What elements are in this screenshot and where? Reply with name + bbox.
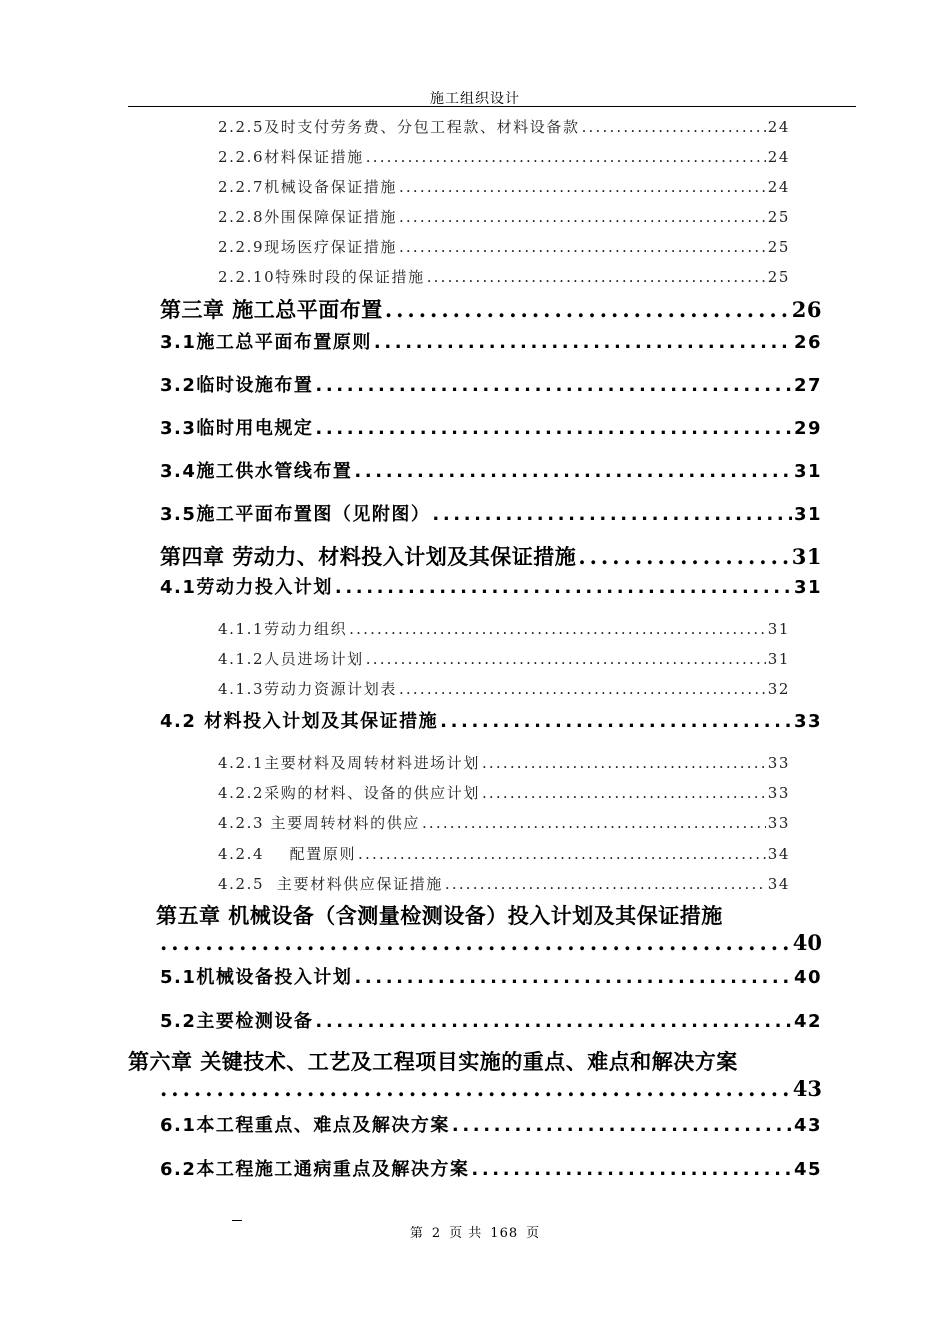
- toc-leader-dots: [471, 1159, 792, 1180]
- toc-section-text: 3.1施工总平面布置原则: [160, 332, 372, 353]
- toc-leader-dots: [385, 297, 790, 322]
- toc-entry-page: 24: [767, 148, 790, 166]
- toc-section-text: 4.2 材料投入计划及其保证措施: [160, 711, 439, 732]
- footer-prefix: 第: [409, 1226, 424, 1241]
- toc-entry-4-2-3[interactable]: [218, 812, 790, 833]
- toc-entry-text: 2.2.5及时支付劳务费、分包工程款、材料设备款: [218, 118, 580, 136]
- footer-suffix: 页: [526, 1226, 541, 1241]
- toc-entry-4-1-2[interactable]: [218, 648, 790, 669]
- page-footer: [0, 1222, 950, 1241]
- toc-chapter-5-continuation[interactable]: [160, 930, 822, 955]
- footer-page-number: 2: [431, 1226, 442, 1241]
- toc-section-page: 42: [793, 1011, 822, 1032]
- toc-section-6-1[interactable]: [160, 1111, 822, 1137]
- toc-entry-page: 33: [767, 814, 790, 832]
- toc-section-text: 3.2临时设施布置: [160, 375, 314, 396]
- toc-chapter-text: 第四章 劳动力、材料投入计划及其保证措施: [160, 544, 577, 569]
- toc-entry-2-2-10[interactable]: [218, 266, 790, 287]
- toc-entry-text: 4.1.1劳动力组织: [218, 620, 348, 638]
- toc-section-page: 40: [793, 967, 822, 988]
- toc-entry-text: 4.2.3 主要周转材料的供应: [218, 814, 420, 832]
- toc-entry-2-2-9[interactable]: [218, 236, 790, 257]
- toc-section-3-4[interactable]: [160, 457, 822, 483]
- toc-leader-dots: [399, 178, 766, 196]
- toc-chapter-page: 26: [791, 297, 822, 322]
- toc-entry-4-2-5[interactable]: [218, 873, 790, 894]
- toc-entry-4-2-2[interactable]: [218, 782, 790, 803]
- toc-leader-dots: [366, 148, 766, 166]
- toc-entry-4-1-1[interactable]: [218, 618, 790, 639]
- toc-leader-dots: [354, 967, 792, 988]
- toc-entry-page: 34: [767, 875, 790, 893]
- toc-entry-text: 2.2.10特殊时段的保证措施: [218, 268, 425, 286]
- toc-leader-dots: [432, 504, 792, 525]
- toc-entry-page: 34: [767, 845, 790, 863]
- toc-section-text: 3.3临时用电规定: [160, 418, 314, 439]
- toc-entry-page: 25: [767, 238, 790, 256]
- toc-chapter-6-continuation[interactable]: [160, 1076, 822, 1101]
- toc-chapter-text: 第六章 关键技术、工艺及工程项目实施的重点、难点和解决方案: [128, 1049, 738, 1074]
- toc-entry-2-2-5[interactable]: [218, 116, 790, 137]
- toc-section-text: 4.1劳动力投入计划: [160, 577, 333, 598]
- toc-section-text: 3.4施工供水管线布置: [160, 461, 353, 482]
- toc-section-6-2[interactable]: [160, 1155, 822, 1181]
- toc-leader-dots: [440, 711, 792, 732]
- toc-entry-page: 24: [767, 178, 790, 196]
- toc-section-5-1[interactable]: [160, 963, 822, 989]
- toc-section-page: 45: [793, 1159, 822, 1180]
- toc-entry-page: 24: [767, 118, 790, 136]
- toc-chapter-text: 第三章 施工总平面布置: [160, 297, 383, 322]
- toc-section-page: 31: [793, 577, 822, 598]
- toc-entry-page: 31: [767, 650, 790, 668]
- toc-section-page: 31: [793, 461, 822, 482]
- toc-leader-dots: [452, 1115, 792, 1136]
- toc-leader-dots: [315, 375, 792, 396]
- toc-leader-dots: [399, 208, 766, 226]
- toc-chapter-6[interactable]: [128, 1046, 738, 1076]
- toc-section-page: 27: [793, 375, 822, 396]
- toc-entry-2-2-7[interactable]: [218, 176, 790, 197]
- header-title: 施工组织设计: [430, 91, 520, 107]
- toc-section-text: 6.1本工程重点、难点及解决方案: [160, 1115, 450, 1136]
- toc-chapter-page: 43: [792, 1076, 822, 1101]
- toc-entry-page: 33: [767, 784, 790, 802]
- toc-section-page: 43: [793, 1115, 822, 1136]
- toc-leader-dots: [160, 930, 793, 955]
- toc-section-page: 31: [793, 504, 822, 525]
- toc-section-page: 26: [793, 332, 822, 353]
- footer-middle: 页 共: [449, 1226, 483, 1241]
- toc-entry-2-2-6[interactable]: [218, 146, 790, 167]
- toc-section-4-2[interactable]: [160, 707, 822, 733]
- toc-leader-dots: [427, 268, 766, 286]
- toc-section-3-5[interactable]: [160, 500, 822, 526]
- toc-section-3-2[interactable]: [160, 371, 822, 397]
- toc-leader-dots: [160, 1076, 793, 1101]
- toc-entry-4-2-1[interactable]: [218, 752, 790, 773]
- footer-total-pages: 168: [490, 1226, 519, 1241]
- toc-chapter-5[interactable]: [156, 900, 723, 930]
- toc-leader-dots: [354, 461, 792, 482]
- toc-leader-dots: [349, 620, 766, 638]
- toc-section-page: 29: [793, 418, 822, 439]
- toc-section-text: 5.1机械设备投入计划: [160, 967, 353, 988]
- toc-entry-text: 2.2.9现场医疗保证措施: [218, 238, 397, 256]
- toc-section-page: 33: [793, 711, 822, 732]
- toc-chapter-4[interactable]: [160, 541, 822, 571]
- toc-leader-dots: [315, 1011, 792, 1032]
- toc-leader-dots: [358, 845, 766, 863]
- toc-entry-4-2-4[interactable]: [218, 843, 790, 864]
- toc-entry-2-2-8[interactable]: [218, 206, 790, 227]
- toc-section-text: 5.2主要检测设备: [160, 1011, 314, 1032]
- toc-leader-dots: [335, 577, 792, 598]
- toc-entry-text: 2.2.8外围保障保证措施: [218, 208, 397, 226]
- toc-entry-text: 4.2.5 主要材料供应保证措施: [218, 875, 443, 893]
- toc-section-text: 6.2本工程施工通病重点及解决方案: [160, 1159, 470, 1180]
- toc-entry-4-1-3[interactable]: [218, 678, 790, 699]
- toc-leader-dots: [374, 332, 792, 353]
- toc-entry-page: 25: [767, 208, 790, 226]
- toc-section-3-1[interactable]: [160, 328, 822, 354]
- footer-dash: [232, 1220, 242, 1221]
- toc-entry-page: 31: [767, 620, 790, 638]
- toc-leader-dots: [315, 418, 792, 439]
- toc-leader-dots: [422, 814, 766, 832]
- toc-section-3-3[interactable]: [160, 414, 822, 440]
- toc-chapter-page: 40: [792, 930, 822, 955]
- toc-chapter-3[interactable]: [160, 294, 822, 324]
- toc-chapter-page: 31: [791, 544, 822, 569]
- toc-leader-dots: [399, 680, 766, 698]
- toc-leader-dots: [445, 875, 766, 893]
- toc-section-4-1[interactable]: [160, 573, 822, 599]
- toc-entry-text: 4.2.1主要材料及周转材料进场计划: [218, 754, 480, 772]
- toc-leader-dots: [482, 784, 766, 802]
- toc-entry-page: 32: [767, 680, 790, 698]
- toc-entry-text: 4.1.3劳动力资源计划表: [218, 680, 397, 698]
- toc-chapter-text: 第五章 机械设备（含测量检测设备）投入计划及其保证措施: [156, 903, 723, 928]
- toc-entry-text: 2.2.6材料保证措施: [218, 148, 364, 166]
- toc-leader-dots: [399, 238, 766, 256]
- toc-entry-text: 4.2.2采购的材料、设备的供应计划: [218, 784, 480, 802]
- toc-entry-page: 33: [767, 754, 790, 772]
- toc-leader-dots: [366, 650, 766, 668]
- toc-leader-dots: [482, 754, 766, 772]
- toc-section-5-2[interactable]: [160, 1007, 822, 1033]
- toc-entry-page: 25: [767, 268, 790, 286]
- toc-entry-text: 4.2.4 配置原则: [218, 845, 357, 863]
- header-rule: [128, 106, 856, 107]
- toc-leader-dots: [578, 544, 789, 569]
- toc-entry-text: 2.2.7机械设备保证措施: [218, 178, 397, 196]
- toc-entry-text: 4.1.2人员进场计划: [218, 650, 364, 668]
- toc-leader-dots: [582, 118, 766, 136]
- toc-section-text: 3.5施工平面布置图（见附图）: [160, 504, 431, 525]
